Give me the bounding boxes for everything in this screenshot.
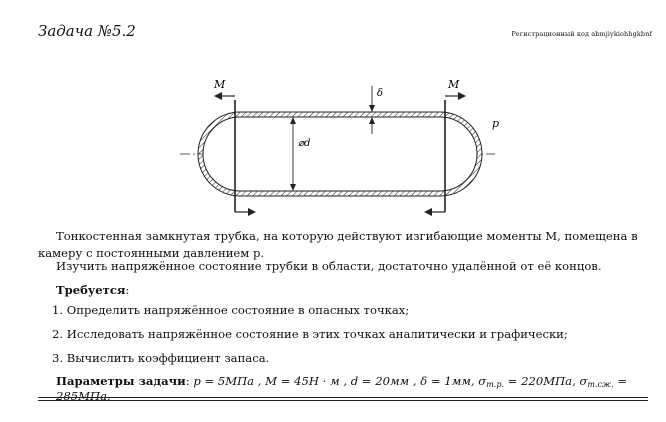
- parameters: Параметры задачи: p = 5МПа , M = 45Н · м , d = 20мм , δ = 1мм, $\sigma_{т.р.} = 220МПа$, $\sigma_{т.сж.} = 285МПа$.: [56, 374, 628, 403]
- divider: [38, 397, 648, 398]
- label-d: ⌀d: [298, 138, 311, 149]
- divider: [38, 400, 648, 401]
- label-m-left: M: [214, 78, 226, 91]
- label-m-right: M: [448, 78, 460, 91]
- task-title: Задача №5.2: [38, 22, 136, 40]
- tube-figure: [150, 72, 530, 222]
- label-p: p: [492, 117, 500, 130]
- task-list: [30, 298, 568, 370]
- paragraph-1: Тонкостенная замкнутая трубка, на которую действуют изгибающие моменты M, помещена в камеру с постоянными давлением p.: [38, 229, 638, 260]
- paragraph-2: Изучить напряжённое состояние трубки в области, достаточно удалённой от её концов.: [56, 259, 602, 273]
- list-item: 3. Вычислить коэффициент запаса.: [52, 351, 270, 365]
- list-item: 1. Определить напряжённое состояние в опасных точках;: [52, 303, 410, 317]
- label-delta: δ: [377, 88, 384, 99]
- list-item: 2. Исследовать напряжённое состояние в этих точках аналитически и графически;: [52, 327, 568, 341]
- registration-code: Регистрационный код abmjiykiohhgkbnf: [511, 30, 652, 38]
- required-heading: Требуется:: [56, 283, 130, 297]
